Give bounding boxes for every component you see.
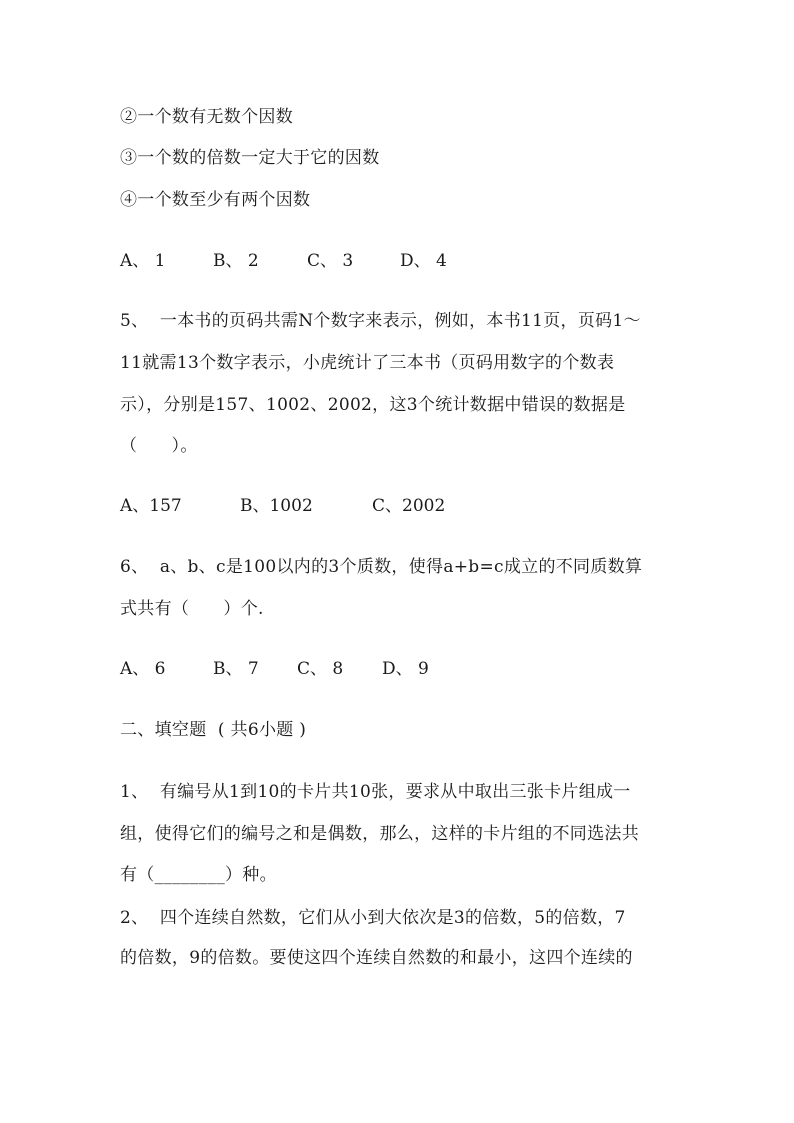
q6-option-a: A、 6: [120, 659, 166, 679]
q4-option-d: D、 4: [400, 251, 447, 271]
q5-option-c: C、2002: [372, 496, 446, 516]
q4-option-a: A、 1: [120, 251, 166, 271]
q6-line-1: 6、 a、b、c是100以内的3个质数，使得a+b=c成立的不同质数算: [120, 557, 643, 577]
q4-statement-2: ②一个数有无数个因数: [120, 107, 293, 127]
q6-line-2: 式共有（ ）个.: [120, 599, 264, 619]
q5-line-1: 5、 一本书的页码共需N个数字来表示，例如，本书11页，页码1～: [120, 311, 641, 331]
q5-line-4: （ ）。: [120, 436, 198, 456]
fill2-line-1: 2、 四个连续自然数，它们从小到大依次是3的倍数，5的倍数，7: [120, 908, 626, 928]
q5-line-2: 11就需13个数字表示，小虎统计了三本书（页码用数字的个数表: [120, 353, 615, 373]
q6-option-b: B、 7: [213, 659, 259, 679]
fill2-line-2: 的倍数，9的倍数。要使这四个连续自然数的和最小，这四个连续的: [120, 948, 633, 968]
fill1-line-3: 有（________）种。: [120, 865, 277, 885]
fill1-line-2: 组，使得它们的编号之和是偶数，那么，这样的卡片组的不同选法共: [120, 824, 639, 844]
q4-option-c: C、 3: [307, 251, 354, 271]
q4-statement-4: ④一个数至少有两个因数: [120, 190, 311, 210]
q5-option-b: B、1002: [240, 496, 313, 516]
q4-statement-3: ③一个数的倍数一定大于它的因数: [120, 148, 380, 168]
q5-option-a: A、157: [120, 496, 182, 516]
section-2-title: 二、填空题 ( 共6小题 ): [120, 720, 307, 740]
q4-option-b: B、 2: [213, 251, 259, 271]
q6-option-d: D、 9: [382, 659, 429, 679]
q5-line-3: 示），分别是157、1002、2002，这3个统计数据中错误的数据是: [120, 395, 626, 415]
fill1-line-1: 1、 有编号从1到10的卡片共10张，要求从中取出三张卡片组成一: [120, 782, 631, 802]
q6-option-c: C、 8: [297, 659, 344, 679]
